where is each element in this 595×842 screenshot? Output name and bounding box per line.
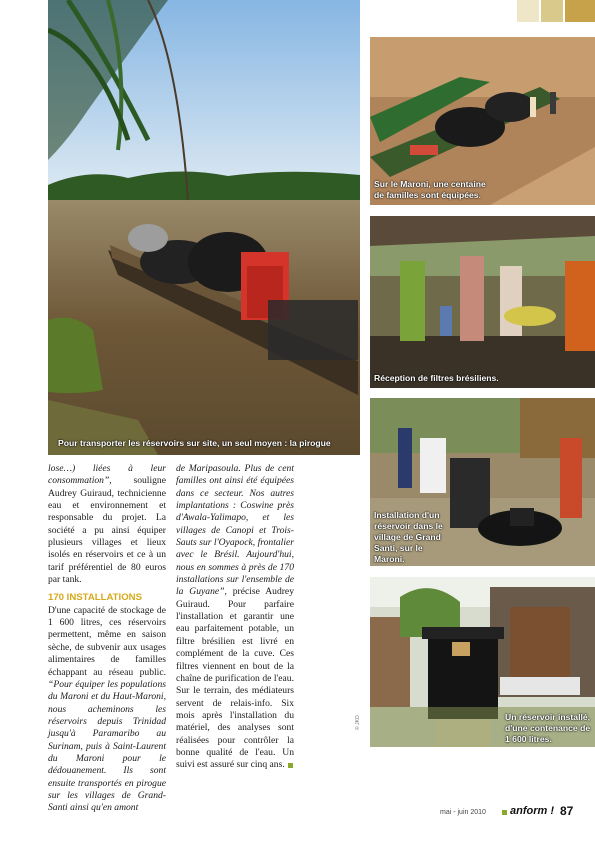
photo3-caption-line-4: Santi, sur le xyxy=(374,543,423,553)
photo3-caption xyxy=(374,510,443,565)
article-column-2 xyxy=(176,463,294,772)
photo3-caption-line-5: Maroni. xyxy=(374,554,405,564)
photo-filter-reception xyxy=(370,216,595,388)
photo2-caption: Réception de filtres brésiliens. xyxy=(374,373,499,383)
photo3-caption-line-1: Installation d'un xyxy=(374,510,440,520)
paragraph-3-text: précise Audrey Guiraud. Pour parfaire l'installation et garantir une eau parfaitement potable, un filtre brésilien est livré en complément de la cuve. Ces filtres viennent en bout de la chaîne de purification de l'eau. Sur le terrain, des médiateurs servent de relais-info. Six mois après l'installation du matériel, des analyses sont réalisées pour contrôler la bonne qualité de l'eau. Un suivi est assuré sur cinq ans. xyxy=(176,586,294,771)
color-swatch-2 xyxy=(541,0,563,22)
paragraph-1-text: souligne Audrey Guiraud, technicienne eau et environnement et responsable du projet. La société a pu ainsi équiper plusieurs villages et lieux isolés en réservoirs et ce à un tarif préférentiel de 80 euros par tank. xyxy=(48,475,166,586)
page-number: 87 xyxy=(560,804,574,818)
photo1-caption-line-1: Sur le Maroni, une centaine xyxy=(374,179,486,189)
photo4-caption-line-3: 1 600 litres. xyxy=(505,734,552,744)
photo-village-installation xyxy=(370,398,595,566)
footer-brand: anform ! xyxy=(510,805,554,817)
paragraph-3-quote: de Maripasoula. Plus de cent familles ont ainsi été équipées dans ce secteur. Nos autres implantations : Coswine près d'Awala-Yalimapo, et les villages de Canopi et Trois-Sauts sur l'Oyapock, frontalier avec le Brésil. Aujourd'hui, nous en sommes à près de 170 installations sur l'ensemble de la Guyane”, xyxy=(176,463,294,598)
photo-installed-tank xyxy=(370,577,595,747)
color-swatch-1 xyxy=(517,0,539,22)
photo1-caption-line-2: de familles sont équipées. xyxy=(374,190,481,200)
article-paragraph-3 xyxy=(176,463,294,772)
photo-river-boats xyxy=(370,37,595,205)
main-photo-pirogue xyxy=(48,0,360,455)
main-photo-caption: Pour transporter les réservoirs sur site, un seul moyen : la pirogue xyxy=(58,438,331,448)
quote-end-text: lose…) liées à leur consommation”, xyxy=(48,463,166,487)
footer-square-icon xyxy=(502,810,507,815)
photo3-caption-line-2: réservoir dans le xyxy=(374,521,443,531)
article-paragraph-2 xyxy=(48,605,166,815)
photo4-caption-line-1: Un réservoir installé, xyxy=(505,712,591,722)
footer-date: mai - juin 2010 xyxy=(440,809,486,816)
end-of-article-square-icon xyxy=(288,763,293,768)
photo-credit: © JKO xyxy=(355,715,361,730)
paragraph-2-quote: “Pour équiper les populations du Maroni et du Haut-Maroni, nous acheminons les réservoirs depuis Trinidad jusqu'à Paramaribo au Surinam, puis à Saint-Laurent du Maroni pour le dédouanement. Ils sont ensuite transportés en pirogue sur les villages de Grand-Santi ainsi qu'en amont xyxy=(48,678,166,814)
section-heading-170-installations: 170 INSTALLATIONS xyxy=(48,592,142,604)
photo3-caption-line-3: village de Grand xyxy=(374,532,441,542)
photo4-caption-line-2: d'une contenance de xyxy=(505,723,591,733)
article-paragraph-1 xyxy=(48,463,166,586)
photo1-caption xyxy=(374,179,486,201)
photo4-caption xyxy=(505,712,590,745)
color-swatch-3 xyxy=(565,0,595,22)
article-column-1 xyxy=(48,463,166,815)
filter-reception-illustration xyxy=(370,216,595,388)
pirogue-photo-illustration xyxy=(48,0,360,455)
paragraph-2-text: D'une capacité de stockage de 1 600 litres, ces réservoirs permettent, même en saison sèche, de subvenir aux usages alimentaires de familles échappant au réseau public. xyxy=(48,604,166,678)
